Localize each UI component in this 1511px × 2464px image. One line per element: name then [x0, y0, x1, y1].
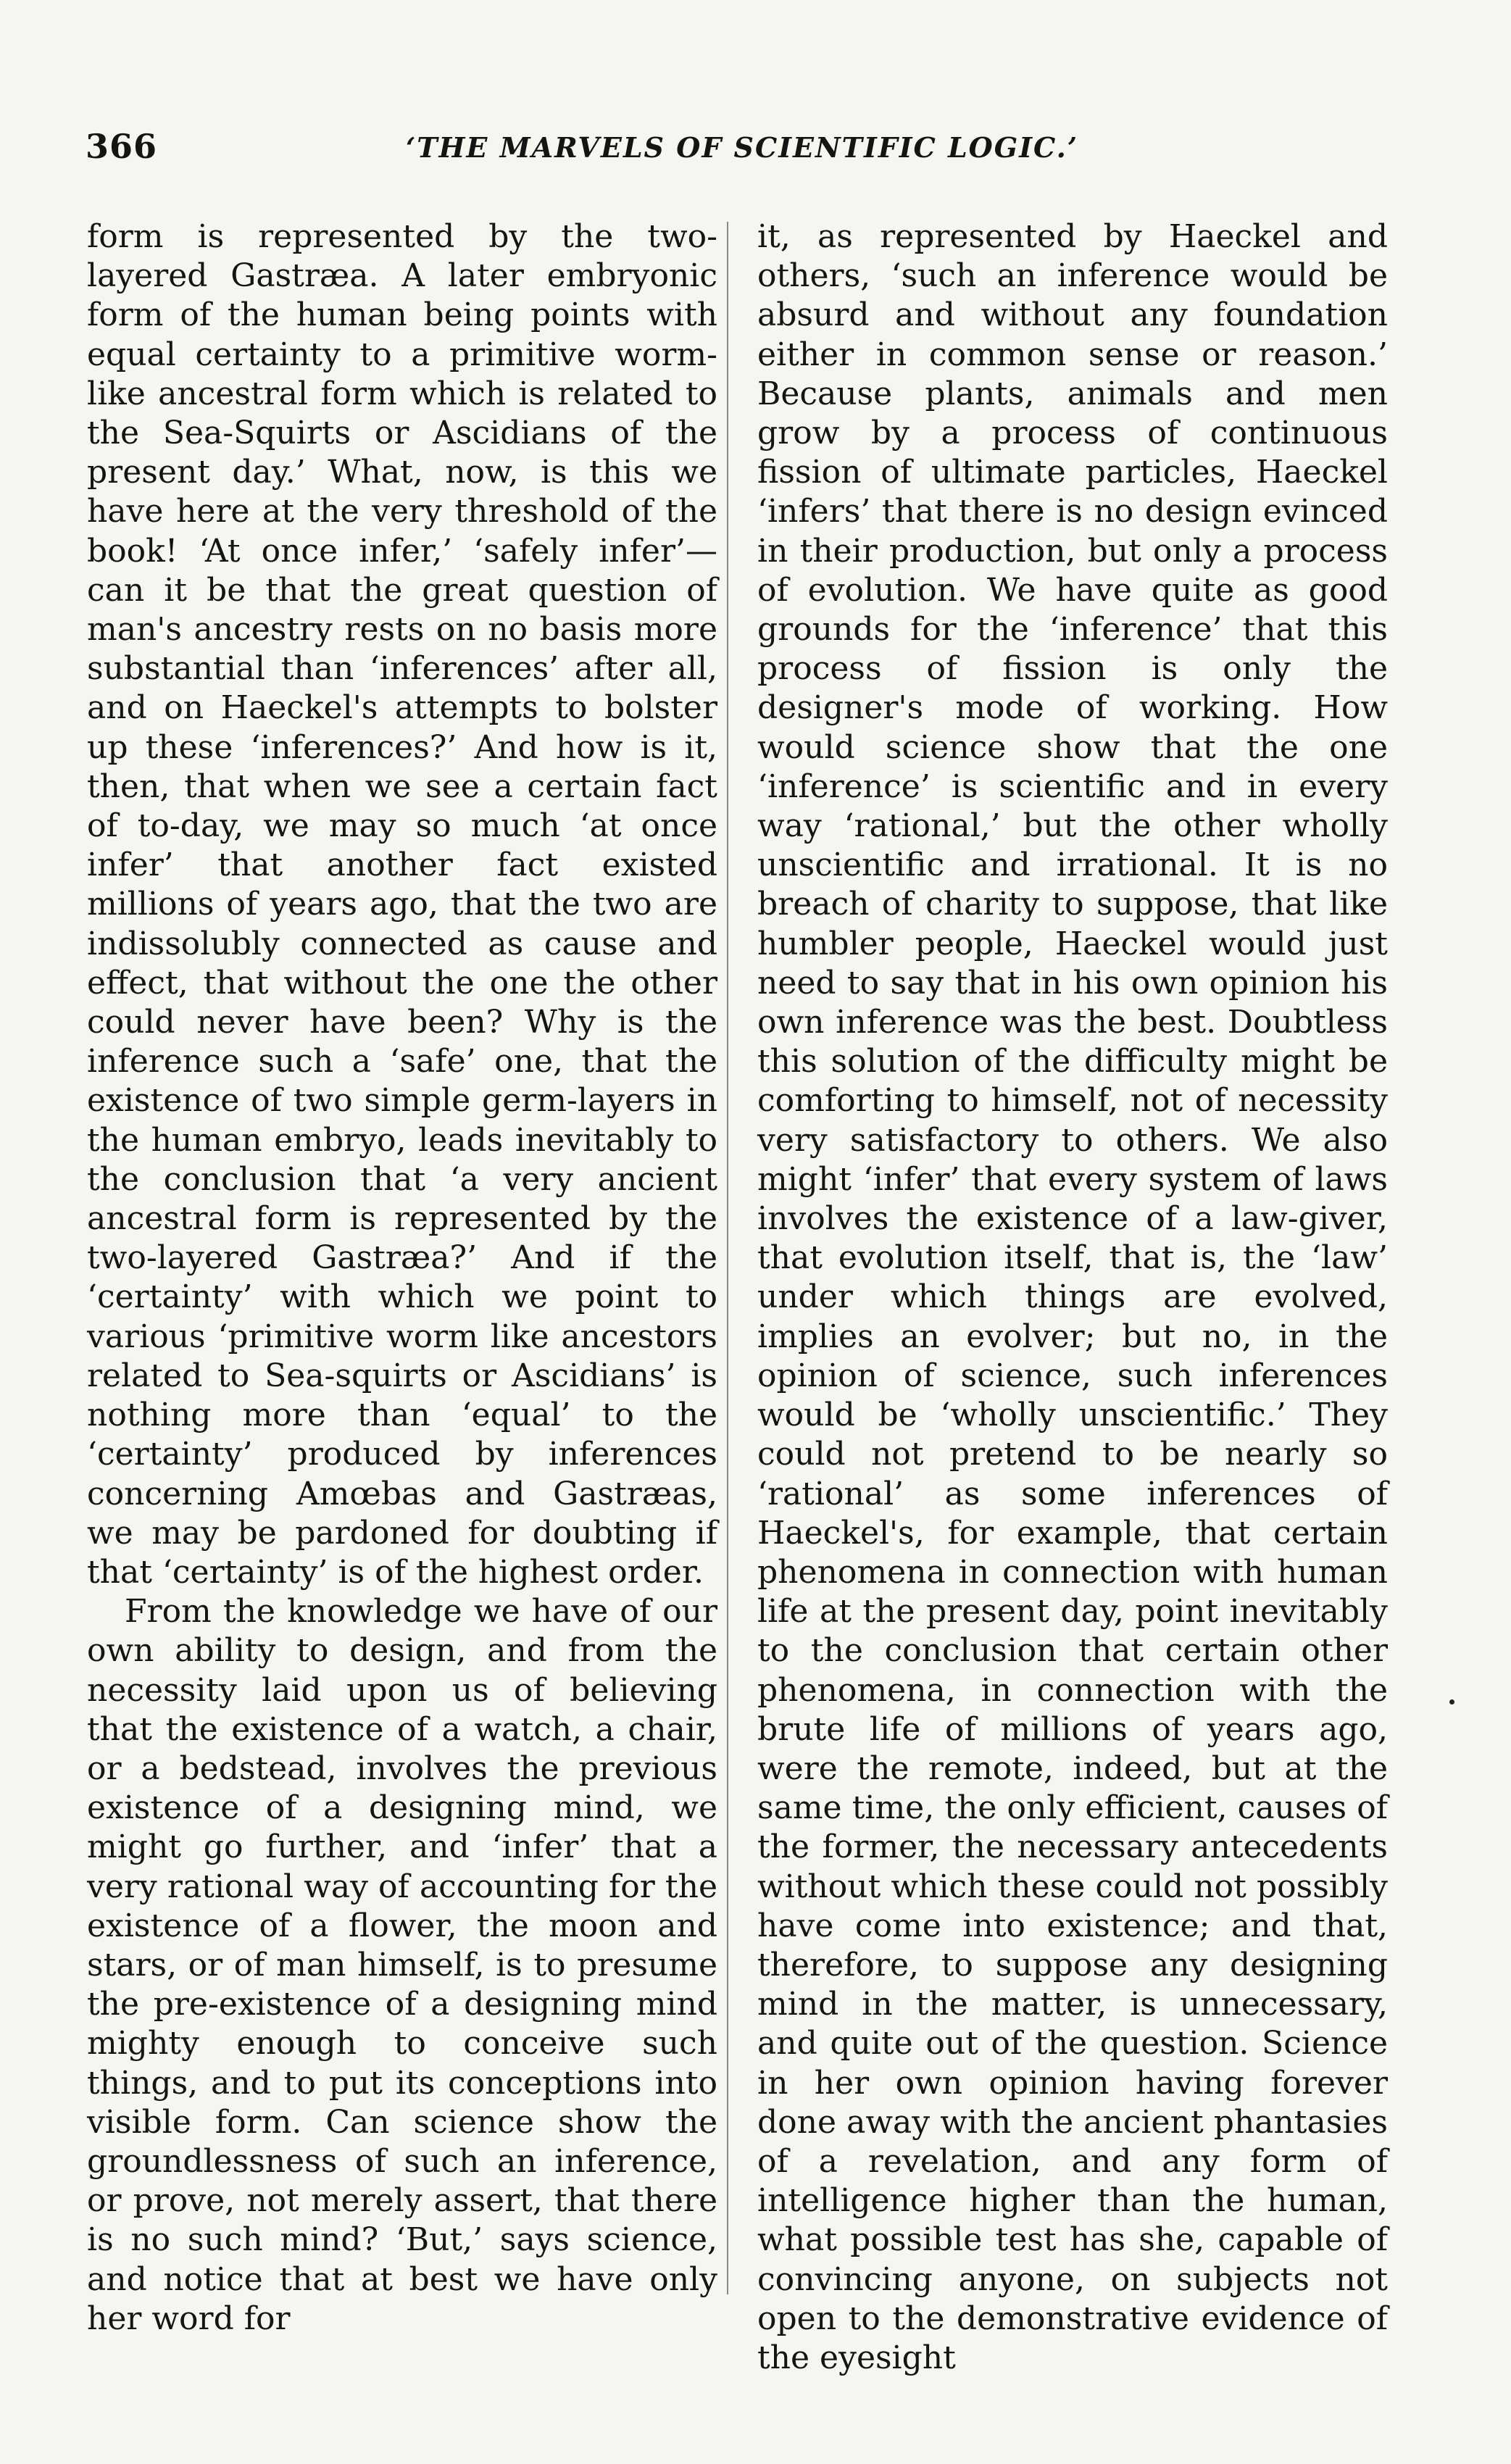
page-number: 366 — [86, 127, 158, 166]
left-column — [87, 217, 717, 2339]
left-paragraph-2: From the knowledge we have of our own ability to design, and from the necessity laid upon us of believing that the existence of a watch, a chair, or a bedstead, involves the previous existence of a designing mind, we might go further, and ‘infer’ that a very rational way of accounting for the existence of a flower, the moon and stars, or of man himself, is to presume the pre-existence of a designing mind mighty enough to conceive such things, and to put its conceptions into visible form. Can science show the groundlessness of such an inference, or prove, not merely assert, that there is no such mind? ‘But,’ says science, and notice that at best we have only her word for — [87, 1593, 717, 2337]
right-column — [757, 217, 1388, 2378]
right-paragraph-1: it, as represented by Haeckel and others, ‘such an inference would be absurd and without any foundation either in common sense or reason.’ Because plants, animals and men grow by a process of continuous fission of ultimate particles, Haeckel ‘infers’ that there is no design evinced in their production, but only a process of evolution. We have quite as good grounds for the ‘inference’ that this process of fission is only the designer's mode of working. How would science show that the one ‘inference’ is scientific and in every way ‘rational,’ but the other wholly unscientific and irrational. It is no breach of charity to suppose, that like humbler people, Haeckel would just need to say that in his own opinion his own inference was the best. Doubtless this solution of the difficulty might be comforting to himself, not of necessity very satisfactory to others. We also might ‘infer’ that every system of laws involves the existence of a law-giver, that evolution itself, that is, the ‘law’ under which things are evolved, implies an evolver; but no, in the opinion of science, such inferences would be ‘wholly unscientific.’ They could not pretend to be nearly so ‘rational’ as some inferences of Haeckel's, for example, that certain phenomena in connection with human life at the present day, point inevitably to the conclusion that certain other phenomena, in connection with the brute life of millions of years ago, were the remote, indeed, but at the same time, the only efficient, causes of the former, the necessary antecedents without which these could not possibly have come into existence; and that, therefore, to suppose any designing mind in the matter, is unnecessary, and quite out of the question. Science in her own opinion having forever done away with the ancient phantasies of a revelation, and any form of intelligence higher than the human, what possible test has she, capable of convincing anyone, on subjects not open to the demonstrative evidence of the eyesight — [757, 218, 1388, 2376]
ink-speck — [1449, 1699, 1454, 1705]
column-divider — [727, 222, 728, 2294]
running-head — [0, 127, 1511, 170]
running-title: ‘THE MARVELS OF SCIENTIFIC LOGIC.’ — [406, 131, 1079, 164]
left-paragraph-1: form is represented by the two-layered Gastræa. A later embryonic form of the human being points with equal certainty to a primitive worm-like ancestral form which is related to the Sea-Squirts or Ascidians of the present day.’ What, now, is this we have here at the very threshold of the book! ‘At once infer,’ ‘safely infer’—can it be that the great question of man's ancestry rests on no basis more substantial than ‘inferences’ after all, and on Haeckel's attempts to bolster up these ‘inferences?’ And how is it, then, that when we see a certain fact of to-day, we may so much ‘at once infer’ that another fact existed millions of years ago, that the two are indissolubly connected as cause and effect, that without the one the other could never have been? Why is the inference such a ‘safe’ one, that the existence of two simple germ-layers in the human embryo, leads inevitably to the conclusion that ‘a very ancient ancestral form is represented by the two-layered Gastræa?’ And if the ‘certainty’ with which we point to various ‘primitive worm like ancestors related to Sea-squirts or Ascidians’ is nothing more than ‘equal’ to the ‘certainty’ produced by inferences concerning Amœbas and Gastræas, we may be pardoned for doubting if that ‘certainty’ is of the highest order. — [87, 218, 717, 1591]
